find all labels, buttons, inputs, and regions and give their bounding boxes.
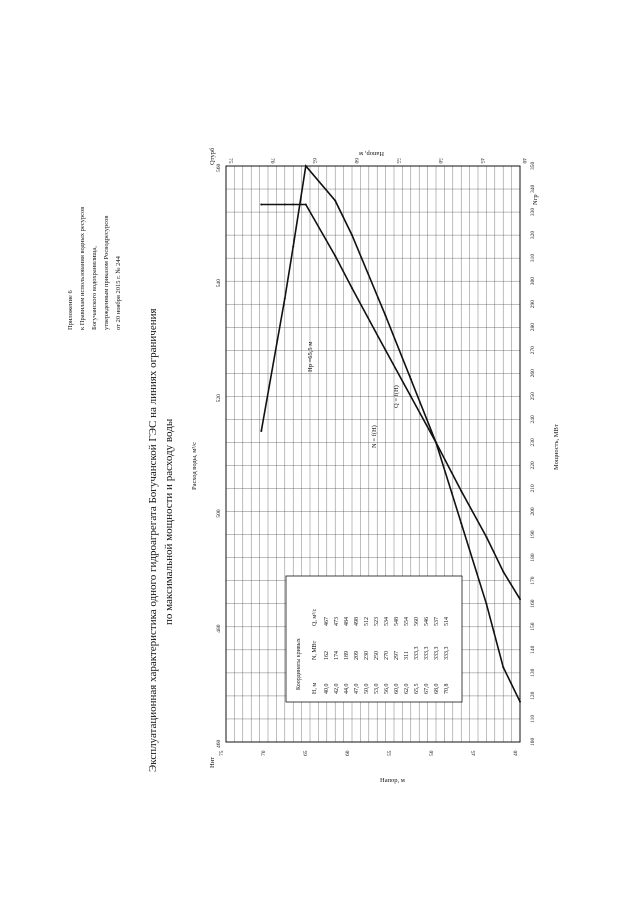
power-axis-symbol: Nгр [532,194,539,205]
series-line-power [261,205,520,600]
power-tick-label: 310 [530,253,536,263]
head-tick-label: 50 [429,750,435,756]
table-cell: 250 [374,651,380,660]
table-cell: 50,0 [364,683,370,694]
hp-annotation: Hр =65,5 м [307,341,314,372]
table-cell: 68,0 [434,683,440,694]
table-header: H, м [312,682,318,694]
power-tick-label: 180 [530,553,536,562]
annex-line-4: утвержденным приказом Росводресурсов [103,215,110,330]
head-tick-label: 60 [345,750,351,756]
head-tick-label: 75 [227,158,233,164]
table-cell: 270 [384,651,390,660]
head-axis-title-left: Напор, м [380,777,405,784]
power-tick-label: 260 [530,369,536,378]
head-tick-label: 45 [479,158,485,164]
table-cell: 333,3 [414,646,420,660]
table-cell: 47,0 [354,683,360,694]
table-header: Q, м³/с [312,608,318,626]
power-tick-label: 230 [530,438,536,447]
head-tick-label: 45 [471,750,477,756]
table-cell: 209 [354,651,360,660]
annex-line-2: к Правилам использования водных ресурсов [79,206,86,330]
head-tick-label: 70 [261,750,267,756]
flow-tick-label: 520 [216,394,222,403]
head-tick-label: 40 [513,750,519,756]
annex-line-5: от 20 ноября 2015 г. № 244 [115,256,122,330]
table-cell: 560 [414,617,420,626]
table-cell: 174 [334,651,340,660]
head-axis-title-right: Напор, м [359,150,384,157]
table-title: Координаты кривых [296,638,302,690]
power-data-point [385,349,387,351]
power-axis-title: Мощность, МВт [553,424,560,470]
power-tick-label: 200 [530,507,536,516]
flow-data-point [435,441,437,443]
head-tick-label: 65 [303,750,309,756]
table-cell: 546 [424,617,430,626]
flow-data-point [485,603,487,605]
coordinates-table [286,576,462,702]
table-cell: 333,3 [444,646,450,660]
table-cell: 162 [324,651,330,660]
table-cell: 333,3 [434,646,440,660]
power-tick-label: 220 [530,461,536,470]
q-curve-label: Q = f(H) [393,385,400,408]
power-tick-label: 290 [530,299,536,309]
head-tick-label: 55 [387,750,393,756]
power-data-point [351,287,353,289]
head-tick-label: 55 [395,158,401,164]
flow-tick-label: 460 [216,739,222,748]
table-cell: 514 [444,617,450,626]
power-data-point [305,203,307,205]
power-tick-label: 190 [530,530,536,539]
table-cell: 42,0 [334,683,340,694]
head-axis-symbol: Hнт [209,756,216,768]
power-tick-label: 320 [530,230,536,240]
head-tick-label: 40 [521,158,527,164]
power-data-point [284,203,286,205]
annex-note [67,207,122,330]
flow-axis-symbol: Qтурб [209,147,216,165]
power-tick-label: 240 [530,415,536,424]
head-tick-label: 75 [219,750,225,756]
power-tick-label: 250 [530,392,536,401]
flow-data-point [351,234,353,236]
table-cell: 56,0 [384,683,390,694]
table-cell: 554 [404,617,410,626]
head-tick-label: 70 [269,158,275,164]
flow-data-point [410,378,412,380]
head-tick-label: 50 [437,158,443,164]
title-line-2: по максимальной мощности и расходу воды [163,418,175,625]
power-tick-label: 280 [530,323,536,332]
head-tick-label: 60 [353,158,359,164]
table-cell: 230 [364,651,370,660]
power-tick-label: 210 [530,484,536,493]
table-cell: 333,3 [424,646,430,660]
power-tick-label: 120 [530,691,536,700]
table-cell: 537 [434,617,440,626]
power-tick-label: 150 [530,622,536,631]
table-cell: 297 [394,651,400,660]
power-data-point [334,255,336,257]
flow-tick-label: 500 [216,509,222,518]
power-tick-label: 140 [530,645,536,654]
power-tick-label: 110 [530,714,536,723]
power-tick-label: 170 [530,576,536,585]
flow-tick-label: 560 [216,163,222,172]
flow-tick-label: 480 [216,624,222,633]
table-cell: 548 [394,617,400,626]
power-data-point [260,203,262,205]
power-tick-label: 330 [530,207,536,217]
power-data-point [410,395,412,397]
flow-data-point [502,666,504,668]
table-cell: 53,0 [374,683,380,694]
power-tick-label: 100 [530,737,536,746]
table-cell: 467 [324,617,330,626]
power-tick-label: 350 [530,161,536,170]
table-cell: 44,0 [344,683,350,694]
table-cell: 523 [374,617,380,626]
power-data-point [460,490,462,492]
table-cell: 534 [384,617,390,626]
plot-area [216,158,536,756]
annex-line-1: Приложение 6 [67,290,74,330]
power-tick-label: 340 [530,184,536,194]
flow-data-point [284,297,286,299]
flow-data-point [292,246,294,248]
table-cell: 484 [344,617,350,626]
flow-data-point [385,315,387,317]
flow-data-point [460,522,462,524]
flow-data-point [519,701,521,703]
flow-data-point [305,165,307,167]
title-line-1: Эксплуатационная характеристика одного гидроагрегата Богучанской ГЭС на линиях ограничения [147,308,159,772]
table-cell: 40,0 [324,683,330,694]
power-tick-label: 160 [530,599,536,608]
table-cell: 67,0 [424,683,430,694]
head-tick-label: 65 [311,158,317,164]
flow-data-point [260,430,262,432]
power-data-point [519,598,521,600]
chart-title [147,308,175,772]
table-cell: 473 [334,617,340,626]
table-header: N, МВт [312,640,318,660]
power-tick-label: 130 [530,668,536,677]
power-data-point [502,571,504,573]
power-data-point [292,203,294,205]
table-cell: 70,8 [444,683,450,694]
table-cell: 512 [364,617,370,626]
annex-line-3: Богучанского водохранилища, [91,246,98,330]
table-cell: 311 [404,651,410,660]
power-tick-label: 300 [530,276,536,286]
flow-data-point [334,200,336,202]
power-tick-label: 270 [530,346,536,355]
power-data-point [485,536,487,538]
flow-axis-title: Расход воды, м³/с [191,441,198,490]
table-cell: 189 [344,651,350,660]
table-cell: 60,0 [394,683,400,694]
flow-tick-label: 540 [216,278,222,288]
table-cell: 498 [354,617,360,626]
table-cell: 62,0 [404,683,410,694]
n-curve-label: N = f(H) [371,425,378,448]
table-cell: 65,5 [414,683,420,694]
